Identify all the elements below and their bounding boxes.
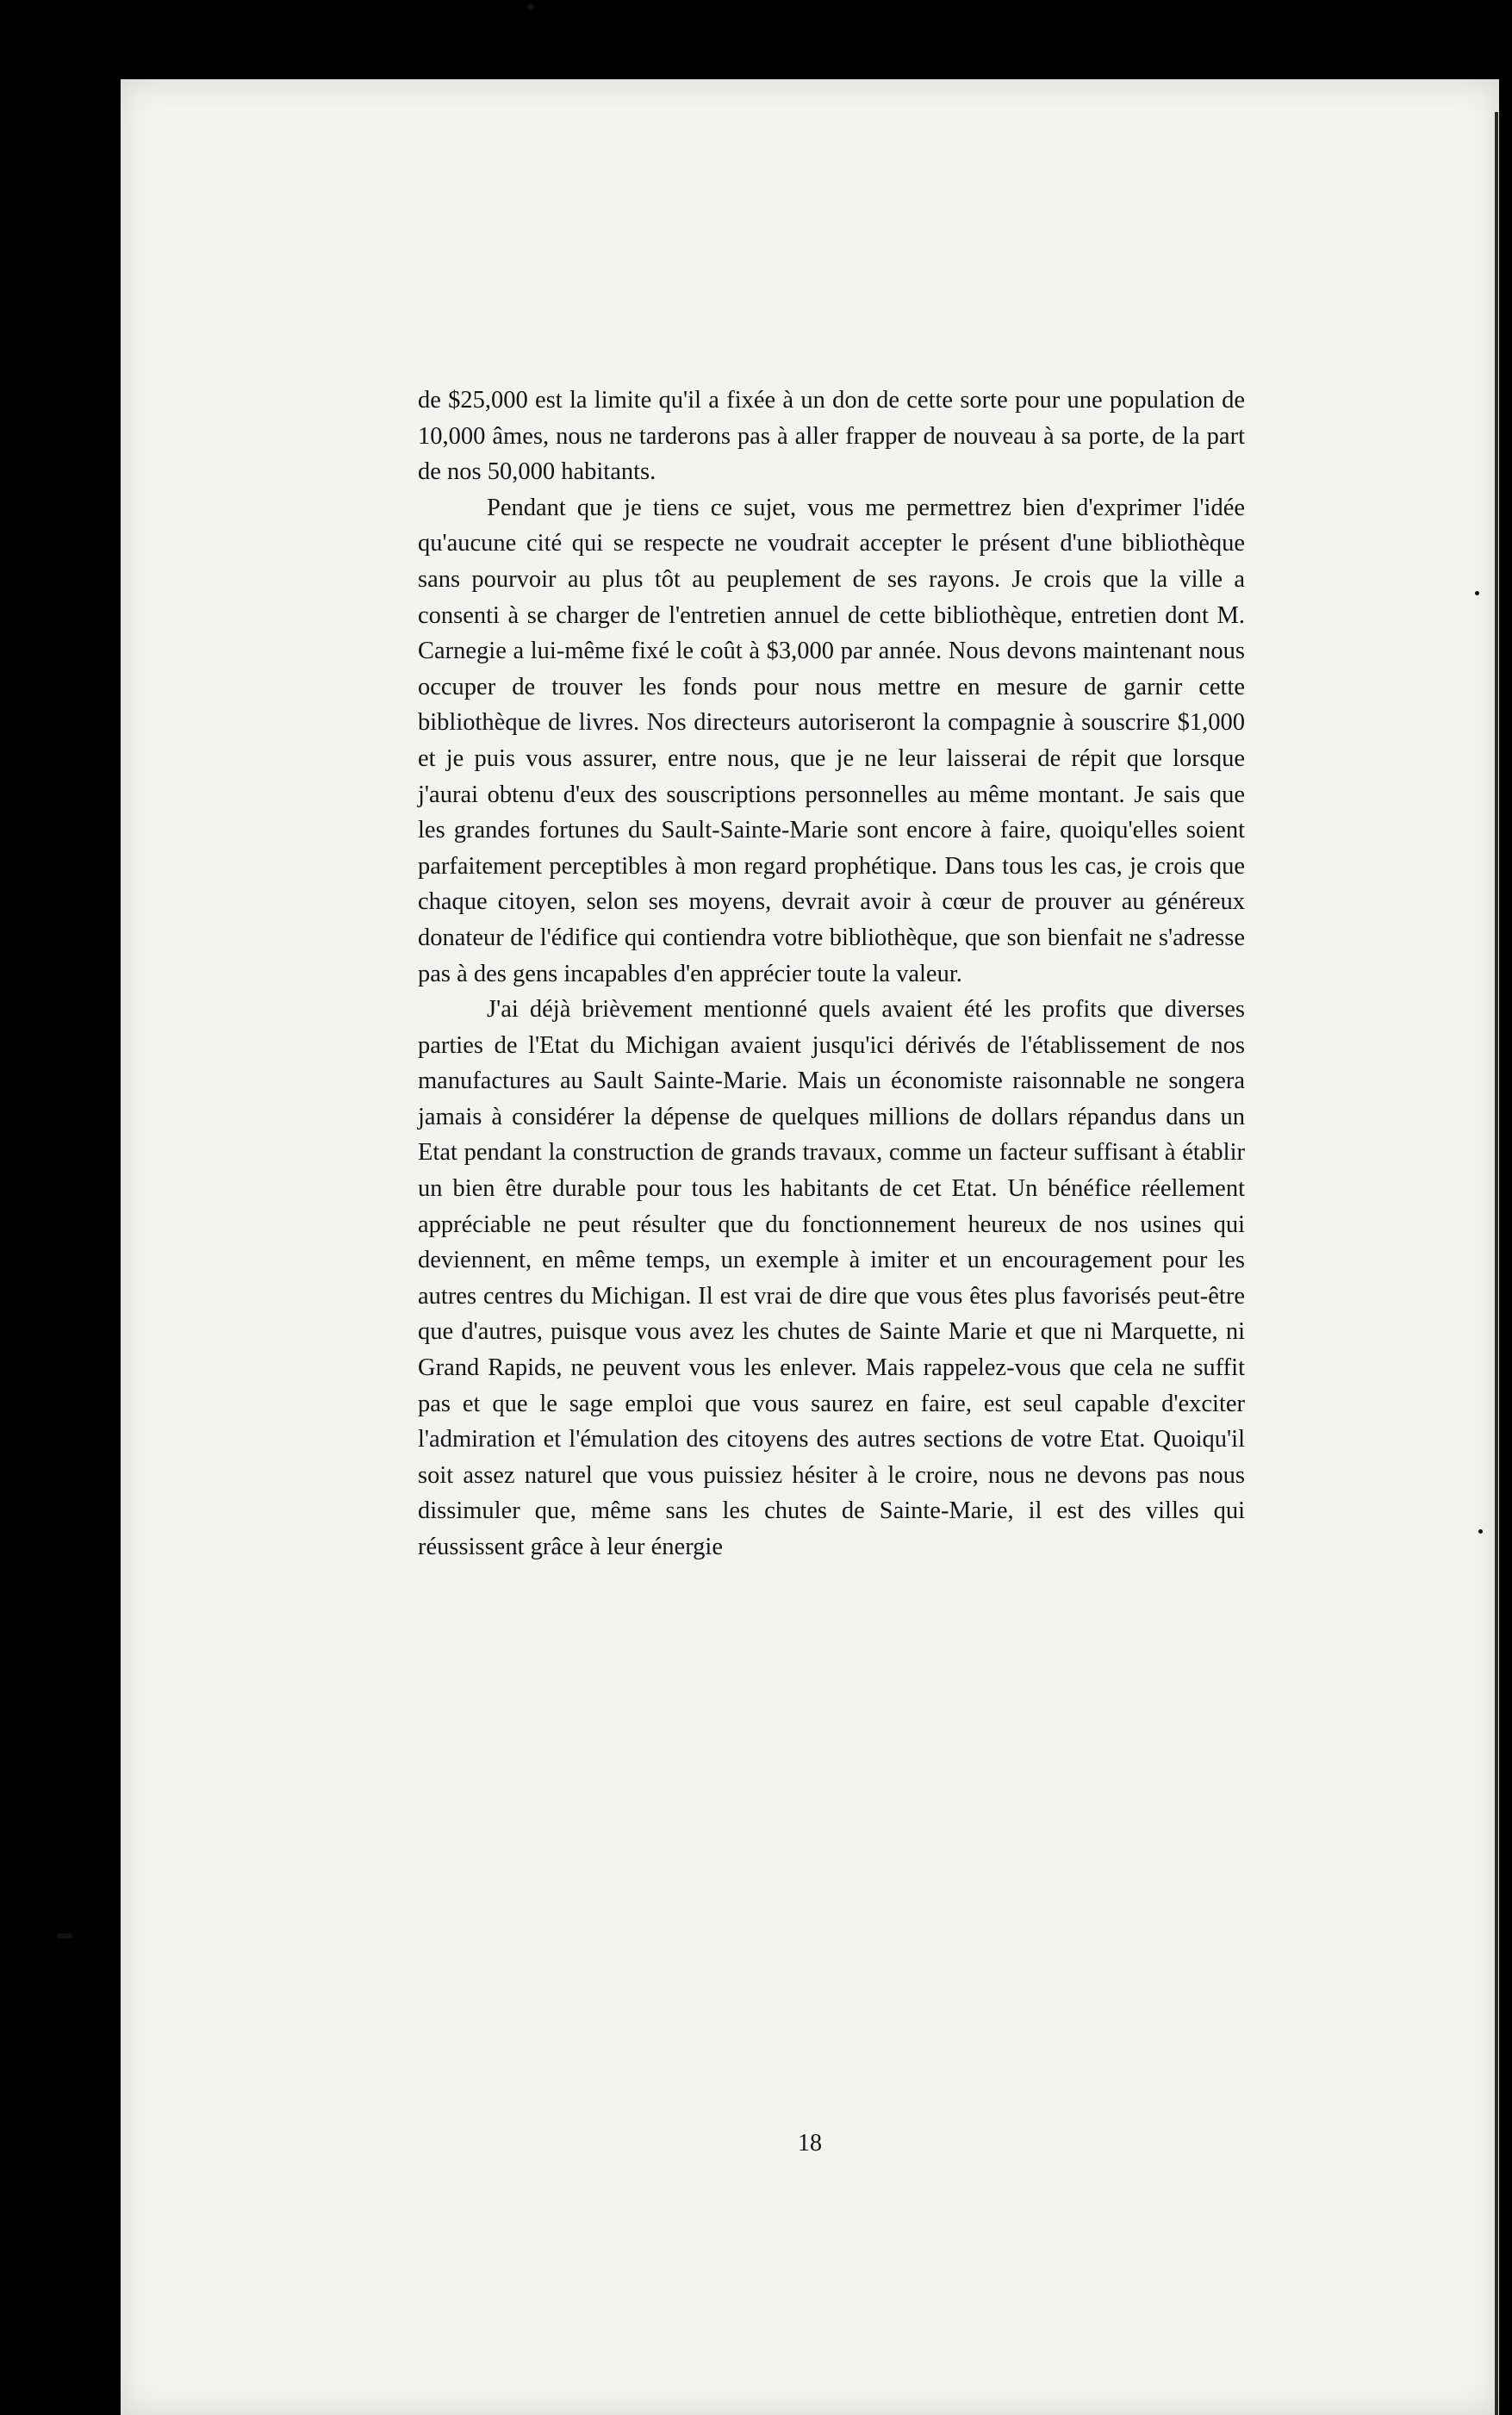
scanned-page (121, 79, 1499, 2415)
page-edge-shadow (1495, 112, 1498, 2415)
paragraph-library: Pendant que je tiens ce sujet, vous me permettrez bien d'exprimer l'idée qu'aucune cité qui se respecte ne voudrait accepter le présent d'une bibliothèque sans pourvoir au plus tôt au peuplement de ses rayons. Je crois que la ville a consenti à se charger de l'entretien annuel de cette bibliothèque, entretien dont M. Carnegie a lui-même fixé le coût à $3,000 par année. Nous devons maintenant nous occuper de trouver les fonds pour nous mettre en mesure de garnir cette bibliothèque de livres. Nos directeurs autoriseront la compagnie à souscrire $1,000 et je puis vous assurer, entre nous, que je ne leur laisserai de répit que lorsque j'aurai obtenu d'eux des souscriptions personnelles au même montant. Je sais que les grandes fortunes du Sault-Sainte-Marie sont encore à faire, quoiqu'elles soient parfaitement perceptibles à mon regard prophétique. Dans tous les cas, je crois que chaque citoyen, selon ses moyens, devrait avoir à cœur de prouver au généreux donateur de l'édifice qui contiendra votre bibliothèque, que son bienfait ne s'adresse pas à des gens incapables d'en apprécier toute la valeur. (418, 494, 1245, 987)
body-text (418, 383, 1245, 1565)
paragraph-continuation: de $25,000 est la limite qu'il a fixée à un don de cette sorte pour une population de 10,000 âmes, nous ne tarderons pas à aller frapper de nouveau à sa porte, de la part de nos 50,000 habitants. (418, 387, 1245, 486)
scan-speck (1475, 591, 1479, 595)
scan-speck (527, 3, 534, 10)
scan-speck (1478, 1529, 1483, 1534)
paragraph-michigan: J'ai déjà brièvement mentionné quels avaient été les profits que diverses parties de l'Etat du Michigan avaient jusqu'ici dérivés de l'établissement de nos manufactures au Sault Sainte-Marie. Mais un économiste raisonnable ne songera jamais à considérer la dépense de quelques millions de dollars répandus dans un Etat pendant la construction de grands travaux, comme un facteur suffisant à établir un bien être durable pour tous les habitants de cet Etat. Un bénéfice réellement appréciable ne peut résulter que du fonctionnement heureux de nos usines qui deviennent, en même temps, un exemple à imiter et un encouragement pour les autres centres du Michigan. Il est vrai de dire que vous êtes plus favorisés peut-être que d'autres, puisque vous avez les chutes de Sainte Marie et que ni Marquette, ni Grand Rapids, ne peuvent vous les enlever. Mais rappelez-vous que cela ne suffit pas et que le sage emploi que vous saurez en faire, est seul capable d'exciter l'admiration et l'émulation des citoyens des autres sections de votre Etat. Quoiqu'il soit assez naturel que vous puissiez hésiter à le croire, nous ne devons pas nous dissimuler que, même sans les chutes de Sainte-Marie, il est des villes qui réussissent grâce à leur énergie (418, 996, 1245, 1560)
scan-speck (57, 1933, 72, 1939)
page-number: 18 (798, 2130, 822, 2157)
